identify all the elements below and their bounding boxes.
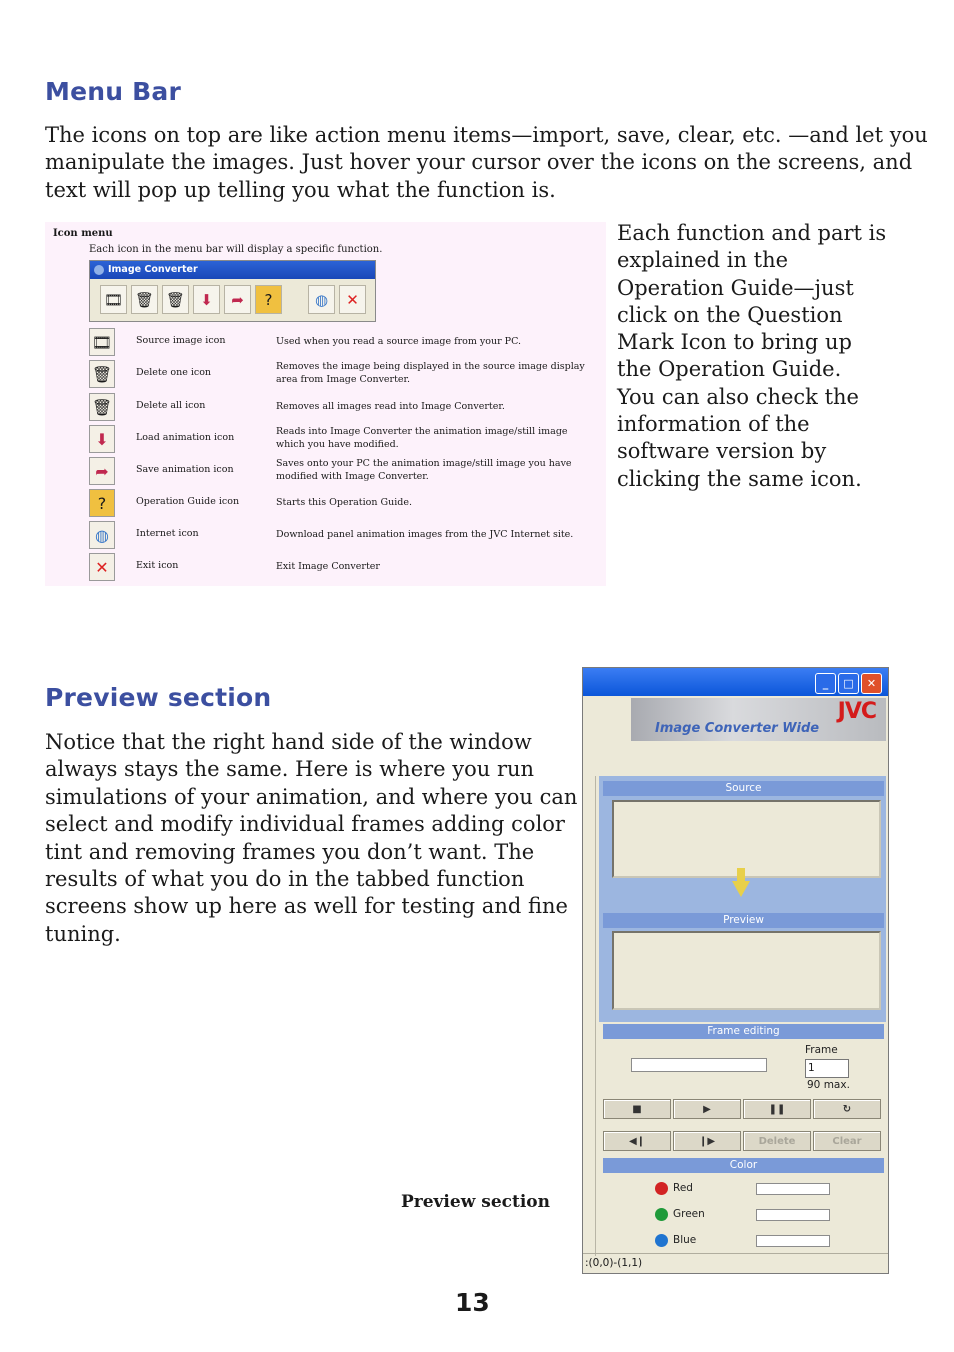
red-slider[interactable]	[756, 1183, 830, 1195]
blue-slider[interactable]	[756, 1235, 830, 1247]
icon-row	[89, 521, 599, 549]
frame-max: 90 max.	[807, 1079, 850, 1091]
clear-button[interactable]: Clear	[813, 1131, 881, 1151]
prev-frame-button[interactable]: ◀❙	[603, 1131, 671, 1151]
icon-row-desc: Exit Image Converter	[276, 561, 380, 572]
color-header: Color	[603, 1158, 884, 1173]
image-converter-window	[89, 260, 376, 322]
banner-title: Image Converter Wide	[655, 721, 820, 736]
icon-row-name: Operation Guide icon	[136, 496, 240, 507]
close-icon[interactable]: ✕	[339, 285, 366, 314]
question-icon[interactable]: ?	[255, 285, 282, 314]
green-slider[interactable]	[756, 1209, 830, 1221]
icon-menu-intro: Each icon in the menu bar will display a specific function.	[89, 244, 383, 255]
close-icon: ✕	[89, 553, 115, 581]
save-icon[interactable]: ➦	[224, 285, 251, 314]
note-line: Each function and part is	[617, 221, 887, 245]
red-dot-icon	[655, 1182, 668, 1195]
icon-row-desc: Download panel animation images from the JVC Internet site.	[276, 529, 574, 540]
paragraph-line: select and modify individual frames adding color	[45, 812, 565, 837]
app-banner	[631, 698, 886, 741]
toolbar-separator	[286, 285, 304, 314]
figure-caption: Preview section	[401, 1192, 551, 1212]
icon-row-desc: Starts this Operation Guide.	[276, 497, 412, 508]
window-titlebar	[583, 668, 888, 696]
trash-icon[interactable]: 🗑	[131, 285, 158, 314]
note-line: information of the	[617, 412, 810, 437]
load-icon: ⬇	[89, 425, 115, 453]
icon-row-name: Internet icon	[136, 528, 199, 539]
arrow-down-icon	[732, 881, 750, 897]
side-note	[617, 220, 886, 493]
icon-row-name: Exit icon	[136, 560, 179, 571]
paragraph-line: Notice that the right hand side of the window	[45, 730, 532, 754]
icon-row-name: Delete all icon	[136, 400, 206, 411]
close-icon[interactable]: ✕	[861, 673, 882, 694]
preview-display	[612, 931, 881, 1010]
next-frame-button[interactable]: ❙▶	[673, 1131, 741, 1151]
source-header: Source	[603, 781, 884, 796]
divider	[595, 776, 596, 1256]
play-button[interactable]: ▶	[673, 1099, 741, 1119]
icon-menu-panel	[45, 222, 606, 586]
paragraph-line: always stays the same. Here is where you run	[45, 757, 535, 782]
delete-button[interactable]: Delete	[743, 1131, 811, 1151]
window-title: Image Converter	[90, 261, 375, 279]
stop-button[interactable]: ■	[603, 1099, 671, 1119]
pause-button[interactable]: ❚❚	[743, 1099, 811, 1119]
icon-row	[89, 457, 599, 485]
frame-label: Frame	[805, 1044, 838, 1056]
globe-icon[interactable]: ◍	[308, 285, 335, 314]
paragraph-line: The icons on top are like action menu items—import, save, clear, etc. —and let you	[45, 123, 928, 147]
note-line: Operation Guide—just	[617, 275, 854, 300]
status-bar: :(0,0)-(1,1)	[583, 1253, 889, 1272]
save-icon: ➦	[89, 457, 115, 485]
note-line: click on the Question	[617, 302, 843, 327]
icon-row	[89, 553, 599, 581]
source-display	[612, 800, 881, 878]
maximize-icon[interactable]: □	[838, 673, 859, 694]
paragraph-line: simulations of your animation, and where you can	[45, 784, 578, 809]
note-line: explained in the	[617, 248, 789, 273]
paragraph-line: screens show up here as well for testing and fine	[45, 894, 568, 919]
preview-window	[582, 667, 889, 1274]
preview-section-heading: Preview section	[45, 683, 272, 712]
loop-button[interactable]: ↻	[813, 1099, 881, 1119]
icon-row	[89, 489, 599, 517]
note-line: Mark Icon to bring up	[617, 330, 852, 355]
question-icon: ?	[89, 489, 115, 517]
preview-header: Preview	[603, 913, 884, 928]
note-line: clicking the same icon.	[617, 466, 862, 491]
trash-icon: 🗑	[89, 360, 115, 388]
icon-row-desc: Saves onto your PC the animation image/still image you have modified with Image Converter.	[276, 458, 572, 482]
frame-slider[interactable]	[631, 1058, 767, 1072]
icon-row-desc: Removes the image being displayed in the source image display area from Image Converter.	[276, 361, 585, 385]
icon-row-name: Save animation icon	[136, 464, 234, 475]
paragraph-line: tuning.	[45, 921, 121, 946]
color-label-blue: Blue	[673, 1234, 697, 1246]
page-number: 13	[455, 1288, 490, 1317]
paragraph-line: tint and removing frames you don’t want. The	[45, 839, 535, 864]
color-label-green: Green	[673, 1208, 705, 1220]
icon-row	[89, 425, 599, 453]
note-line: You can also check the	[617, 384, 859, 409]
frame-editing-header: Frame editing	[603, 1024, 884, 1039]
paragraph-line: text will pop up telling you what the function is.	[45, 177, 556, 202]
icon-row-name: Source image icon	[136, 335, 226, 346]
paragraph-line: results of what you do in the tabbed function	[45, 867, 525, 892]
trash-all-icon[interactable]: 🗑	[162, 285, 189, 314]
jvc-logo: JVC	[837, 699, 876, 724]
menu-bar-paragraph	[45, 122, 928, 204]
icon-row-name: Delete one icon	[136, 367, 212, 378]
film-icon[interactable]: 🎞	[100, 285, 127, 314]
globe-icon: ◍	[89, 521, 115, 549]
toolbar	[100, 285, 366, 314]
note-line: software version by	[617, 439, 827, 464]
icon-row-name: Load animation icon	[136, 432, 235, 443]
icon-row-desc: Used when you read a source image from your PC.	[276, 336, 522, 347]
icon-row	[89, 328, 599, 356]
paragraph-line: manipulate the images. Just hover your cursor over the icons on the screens, and	[45, 150, 913, 175]
minimize-icon[interactable]: _	[815, 673, 836, 694]
icon-menu-title: Icon menu	[53, 228, 113, 239]
blue-dot-icon	[655, 1234, 668, 1247]
trash-all-icon: 🗑	[89, 393, 115, 421]
preview-section-paragraph	[45, 729, 577, 948]
color-label-red: Red	[673, 1182, 693, 1194]
green-dot-icon	[655, 1208, 668, 1221]
icon-row-desc: Removes all images read into Image Converter.	[276, 401, 505, 412]
menu-bar-heading: Menu Bar	[45, 77, 181, 106]
icon-row	[89, 360, 599, 388]
film-icon: 🎞	[89, 328, 115, 356]
icon-row-desc: Reads into Image Converter the animation image/still image which you have modified.	[276, 426, 568, 450]
icon-row	[89, 393, 599, 421]
note-line: the Operation Guide.	[617, 357, 842, 382]
frame-input[interactable]: 1	[805, 1059, 849, 1078]
load-icon[interactable]: ⬇	[193, 285, 220, 314]
